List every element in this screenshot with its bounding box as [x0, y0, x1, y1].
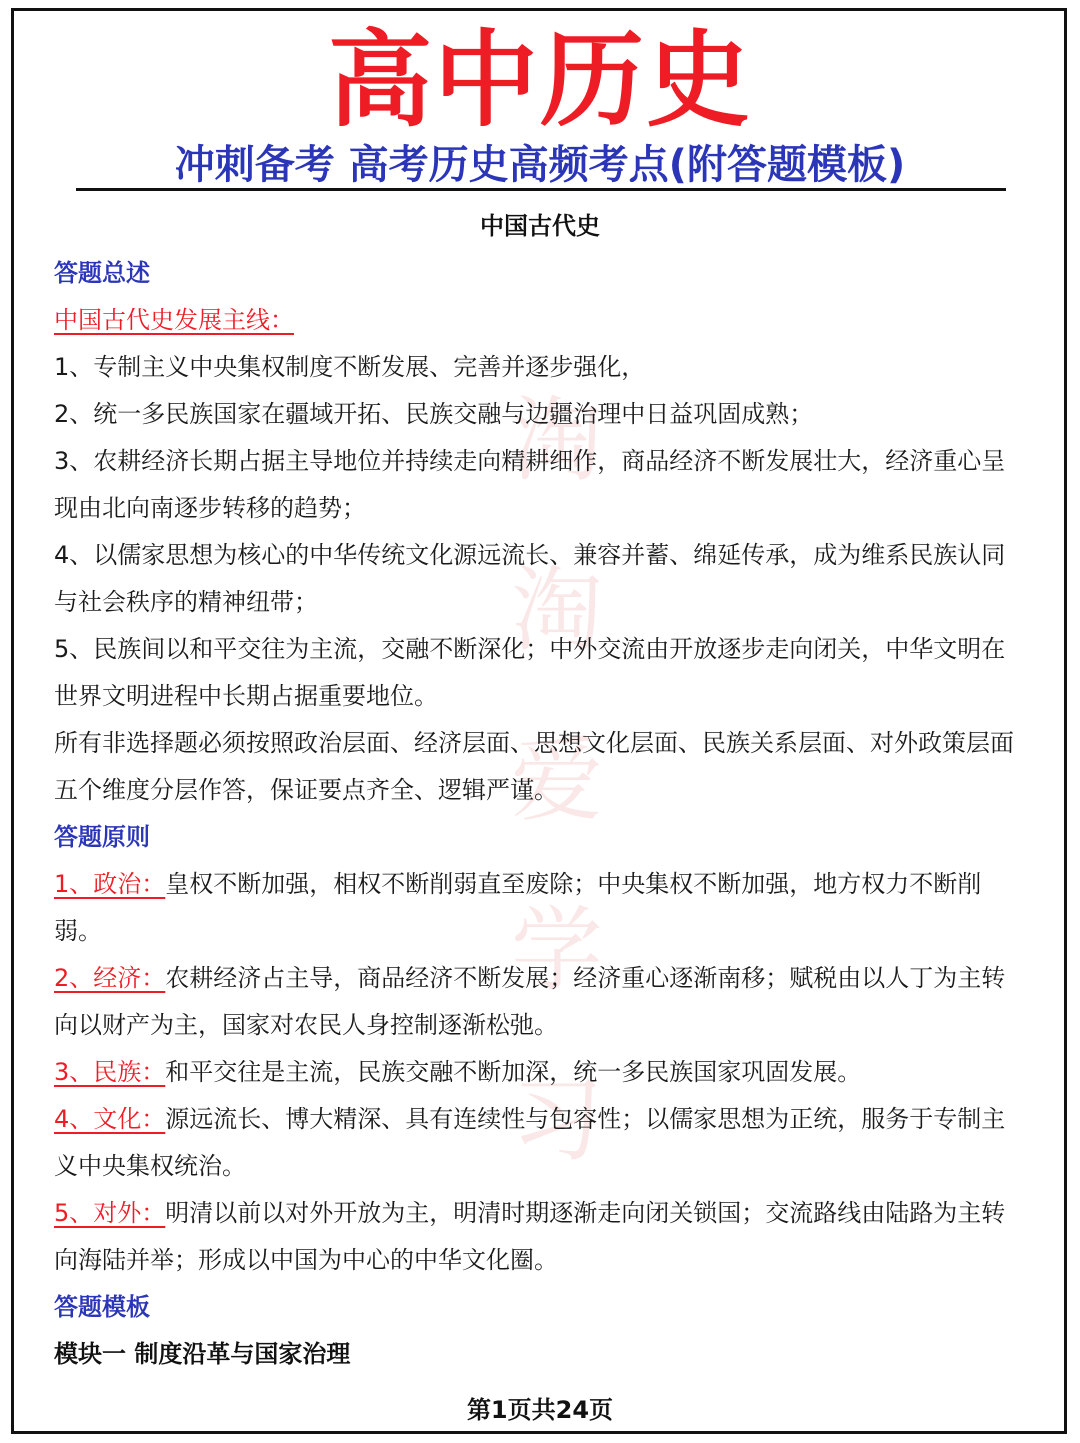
- mainline-heading-line: [54, 297, 1024, 344]
- principle-label: 4、文化：: [54, 1105, 166, 1133]
- watermark-char: 习: [510, 1067, 603, 1174]
- principle-label: 1、政治：: [54, 870, 166, 898]
- mainline-point: 3、农耕经济长期占据主导地位并持续走向精耕细作，商品经济不断发展壮大，经济重心呈现由北向南逐步转移的趋势；: [54, 447, 1006, 522]
- principle-label: 3、民族：: [54, 1058, 166, 1086]
- page-title: 高中历史: [327, 19, 752, 141]
- principle-text: 皇权不断加强，相权不断削弱直至废除；中央集权不断加强，地方权力不断削弱。: [54, 870, 982, 945]
- principle-item: [54, 861, 1024, 955]
- answering-note: 所有非选择题必须按照政治层面、经济层面、思想文化层面、民族关系层面、对外政策层面五个维度分层作答，保证要点齐全、逻辑严谨。: [54, 729, 1014, 804]
- overview-heading: 答题总述: [54, 259, 150, 287]
- mainline-point: 1、专制主义中央集权制度不断发展、完善并逐步强化，: [54, 353, 646, 381]
- module-title: 模块一 制度沿革与国家治理: [54, 1340, 351, 1368]
- principle-item: [54, 1096, 1024, 1190]
- mainline-point: 4、以儒家思想为核心的中华传统文化源远流长、兼容并蓄、绵延传承，成为维系民族认同与社会秩序的精神纽带；: [54, 541, 1006, 616]
- page-subtitle: 冲刺备考 高考历史高频考点(附答题模板): [174, 142, 906, 188]
- principle-text: 农耕经济占主导，商品经济不断发展；经济重心逐渐南移；赋税由以人丁为主转向以财产为主，国家对农民人身控制逐渐松弛。: [54, 964, 1006, 1039]
- watermark-char: 爱: [510, 727, 603, 834]
- principle-item: [54, 955, 1024, 1049]
- mainline-point: 2、统一多民族国家在疆域开拓、民族交融与边疆治理中日益巩固成熟；: [54, 400, 814, 428]
- principle-label: 2、经济：: [54, 964, 166, 992]
- template-heading: 答题模板: [54, 1293, 150, 1321]
- document-body: [54, 250, 1024, 1378]
- principle-text: 源远流长、博大精深、具有连续性与包容性；以儒家思想为正统，服务于专制主义中央集权统治。: [54, 1105, 1006, 1180]
- title-divider: [76, 188, 1006, 191]
- mainline-heading: 中国古代史发展主线：: [54, 306, 294, 334]
- principle-item: [54, 1190, 1024, 1284]
- principle-label: 5、对外：: [54, 1199, 166, 1227]
- principles-heading: 答题原则: [54, 823, 150, 851]
- page-number: 第1页共24页: [466, 1396, 614, 1424]
- principle-item: [54, 1049, 1024, 1096]
- watermark-char: 淘: [510, 387, 603, 494]
- watermark-char: 淘: [510, 557, 603, 664]
- principle-text: 明清以前以对外开放为主，明清时期逐渐走向闭关锁国；交流路线由陆路为主转向海陆并举；形成以中国为中心的中华文化圈。: [54, 1199, 1006, 1274]
- watermark-char: 学: [510, 897, 603, 1004]
- principle-text: 和平交往是主流，民族交融不断加深，统一多民族国家巩固发展。: [165, 1058, 862, 1086]
- mainline-point: 5、民族间以和平交往为主流，交融不断深化；中外交流由开放逐步走向闭关，中华文明在世界文明进程中长期占据重要地位。: [54, 635, 1006, 710]
- section-title: 中国古代史: [480, 212, 600, 240]
